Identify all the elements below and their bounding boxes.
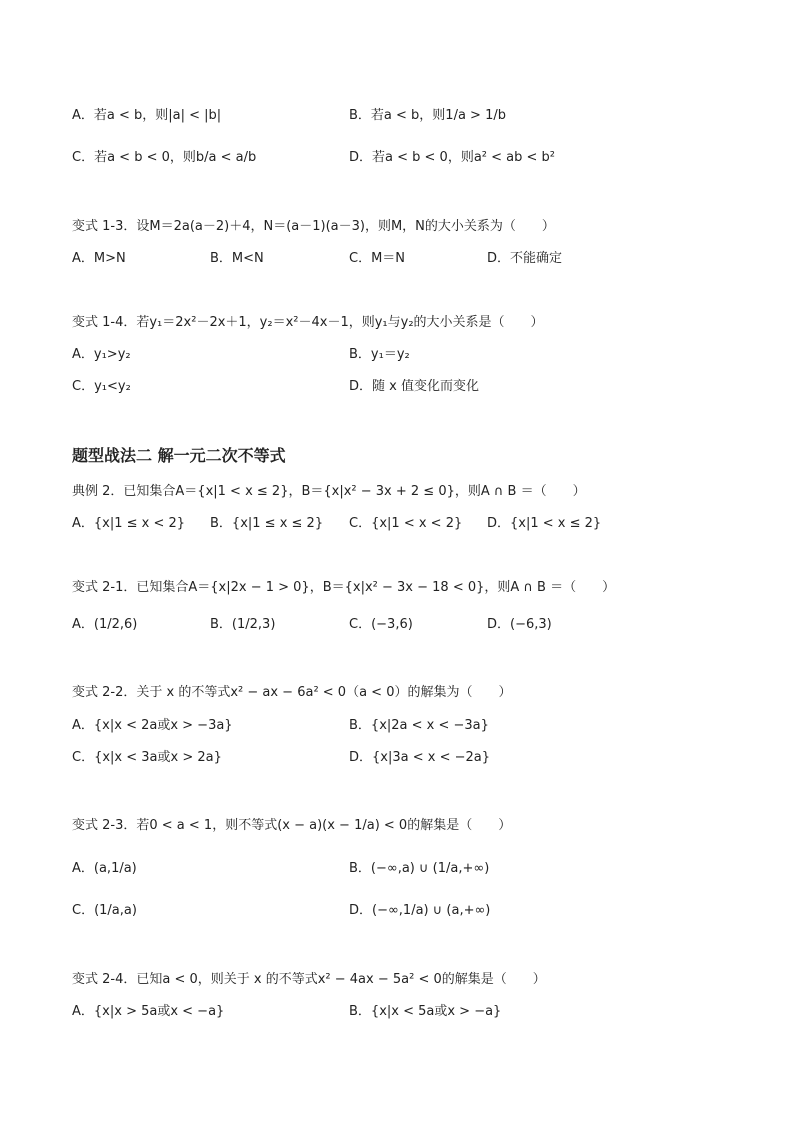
- section-title: 题型战法二 解一元二次不等式: [72, 446, 286, 465]
- v22-option-a: A．{x|x < 2a或x > −3a}: [72, 718, 233, 733]
- v24-options: [72, 998, 732, 1026]
- v22-options-row-2: [72, 744, 732, 772]
- v13-question: 变式 1-3．设M＝2a(a－2)＋4，N＝(a－1)(a－3)，则M，N的大小关系为（ ）: [72, 219, 555, 234]
- v23-options-row-2: [72, 897, 732, 925]
- q1-option-a: A．若a < b，则|a| < |b|: [72, 108, 222, 123]
- v13-options: [72, 245, 732, 273]
- v14-option-d: D．随 x 值变化而变化: [349, 379, 479, 394]
- v22-question: 变式 2-2．关于 x 的不等式x² − ax − 6a² < 0（a < 0）的解集为（ ）: [72, 685, 512, 700]
- v14-options-row-2: [72, 373, 732, 401]
- v13-option-b: B．M<N: [210, 251, 264, 266]
- v13-option-a: A．M>N: [72, 251, 126, 266]
- ex2-option-d: D．{x|1 < x ≤ 2}: [487, 516, 602, 531]
- q1-option-c: C．若a < b < 0，则b/a < a/b: [72, 150, 257, 165]
- v14-option-b: B．y₁＝y₂: [349, 347, 410, 362]
- v22-option-d: D．{x|3a < x < −2a}: [349, 750, 491, 765]
- v21-option-c: C．(−3,6): [349, 617, 413, 632]
- v24-option-b: B．{x|x < 5a或x > −a}: [349, 1004, 502, 1019]
- v24-option-a: A．{x|x > 5a或x < −a}: [72, 1004, 225, 1019]
- q1-option-d: D．若a < b < 0，则a² < ab < b²: [349, 150, 555, 165]
- v21-option-b: B．(1/2,3): [210, 617, 276, 632]
- v21-options: [72, 611, 732, 639]
- v23-option-d: D．(−∞,1/a) ∪ (a,+∞): [349, 903, 491, 918]
- q1-options-row-2: [72, 144, 732, 172]
- ex2-question: 典例 2．已知集合A＝{x|1 < x ≤ 2}，B＝{x|x² − 3x + 2 ≤ 0}，则A ∩ B ＝（ ）: [72, 484, 586, 499]
- v14-option-c: C．y₁<y₂: [72, 379, 131, 394]
- v24-question: 变式 2-4．已知a < 0，则关于 x 的不等式x² − 4ax − 5a² < 0的解集是（ ）: [72, 972, 546, 987]
- q1-option-b: B．若a < b，则1/a > 1/b: [349, 108, 506, 123]
- v21-option-d: D．(−6,3): [487, 617, 552, 632]
- v13-option-d: D．不能确定: [487, 251, 563, 266]
- v23-option-b: B．(−∞,a) ∪ (1/a,+∞): [349, 861, 490, 876]
- v22-options-row-1: [72, 712, 732, 740]
- v14-option-a: A．y₁>y₂: [72, 347, 131, 362]
- ex2-options: [72, 510, 732, 538]
- q1-options-row-1: [72, 102, 732, 130]
- v14-options-row-1: [72, 341, 732, 369]
- v23-options-row-1: [72, 855, 732, 883]
- v14-question: 变式 1-4．若y₁＝2x²－2x＋1，y₂＝x²－4x－1，则y₁与y₂的大小关系是（ ）: [72, 315, 544, 330]
- v23-option-c: C．(1/a,a): [72, 903, 137, 918]
- v22-option-c: C．{x|x < 3a或x > 2a}: [72, 750, 222, 765]
- v21-option-a: A．(1/2,6): [72, 617, 138, 632]
- v23-question: 变式 2-3．若0 < a < 1，则不等式(x − a)(x − 1/a) < 0的解集是（ ）: [72, 818, 512, 833]
- v13-option-c: C．M＝N: [349, 251, 406, 266]
- v21-question: 变式 2-1．已知集合A＝{x|2x − 1 > 0}，B＝{x|x² − 3x − 18 < 0}，则A ∩ B ＝（ ）: [72, 580, 616, 595]
- ex2-option-b: B．{x|1 ≤ x ≤ 2}: [210, 516, 324, 531]
- v22-option-b: B．{x|2a < x < −3a}: [349, 718, 489, 733]
- v23-option-a: A．(a,1/a): [72, 861, 137, 876]
- ex2-option-c: C．{x|1 < x < 2}: [349, 516, 463, 531]
- ex2-option-a: A．{x|1 ≤ x < 2}: [72, 516, 186, 531]
